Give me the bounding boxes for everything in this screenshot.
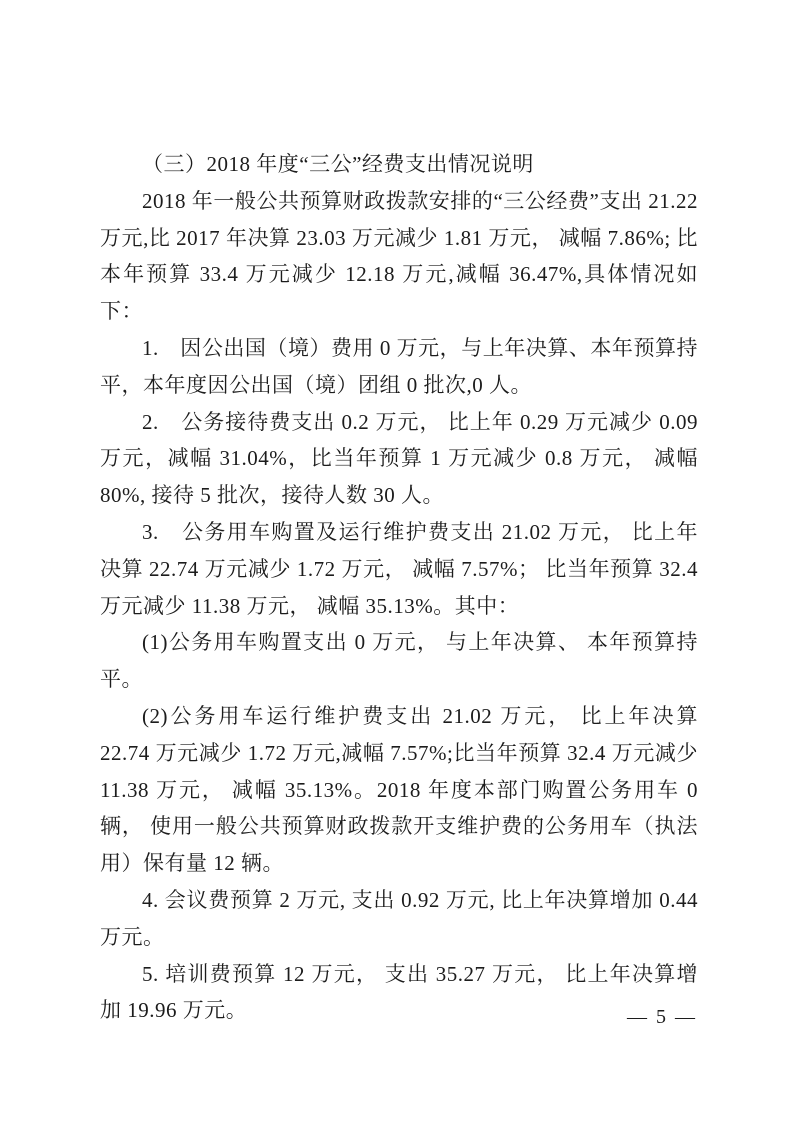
page-number: — 5 —	[627, 1006, 697, 1028]
paragraph-item-1-overseas-trips: 1. 因公出国（境）费用 0 万元，与上年决算、本年预算持平，本年度因公出国（境）团组 0 批次,0 人。	[100, 335, 698, 397]
paragraph-item-5-training-fees: 5. 培训费预算 12 万元， 支出 35.27 万元， 比上年决算增加 19.96 万元。	[100, 961, 698, 1023]
paragraph-item-3-official-vehicles: 3. 公务用车购置及运行维护费支出 21.02 万元， 比上年决算 22.74 万元减少 1.72 万元， 减幅 7.57%； 比当年预算 32.4 万元减少 11.38 万元， 减幅 35.13%。其中：	[100, 519, 698, 618]
paragraph-item-2-official-reception: 2. 公务接待费支出 0.2 万元， 比上年 0.29 万元减少 0.09 万元，减幅 31.04%，比当年预算 1 万元减少 0.8 万元， 减幅 80%, 接待 5 批次，接待人数 30 人。	[100, 409, 698, 508]
paragraph-item-3-sub-1-vehicle-purchase: (1)公务用车购置支出 0 万元， 与上年决算、 本年预算持平。	[100, 630, 698, 692]
section-heading: （三）2018 年度“三公”经费支出情况说明	[142, 152, 534, 176]
paragraph-item-3-sub-2-vehicle-maintenance: (2)公务用车运行维护费支出 21.02 万元， 比上年决算 22.74 万元减少 1.72 万元,减幅 7.57%;比当年预算 32.4 万元减少 11.38 万元， 减幅 35.13%。2018 年度本部门购置公务用车 0 辆， 使用一般公共预算财政拨款开支维护费的公务用车（执法用）保有量 12 辆。	[100, 703, 698, 876]
document-body	[100, 146, 698, 1029]
paragraph-summary: 2018 年一般公共预算财政拨款安排的“三公经费”支出 21.22 万元,比 2017 年决算 23.03 万元减少 1.81 万元， 减幅 7.86%; 比本年预算 33.4 万元减少 12.18 万元,减幅 36.47%,具体情况如下：	[100, 188, 698, 324]
paragraph-item-4-meeting-fees: 4. 会议费预算 2 万元, 支出 0.92 万元, 比上年决算增加 0.44 万元。	[100, 887, 698, 949]
